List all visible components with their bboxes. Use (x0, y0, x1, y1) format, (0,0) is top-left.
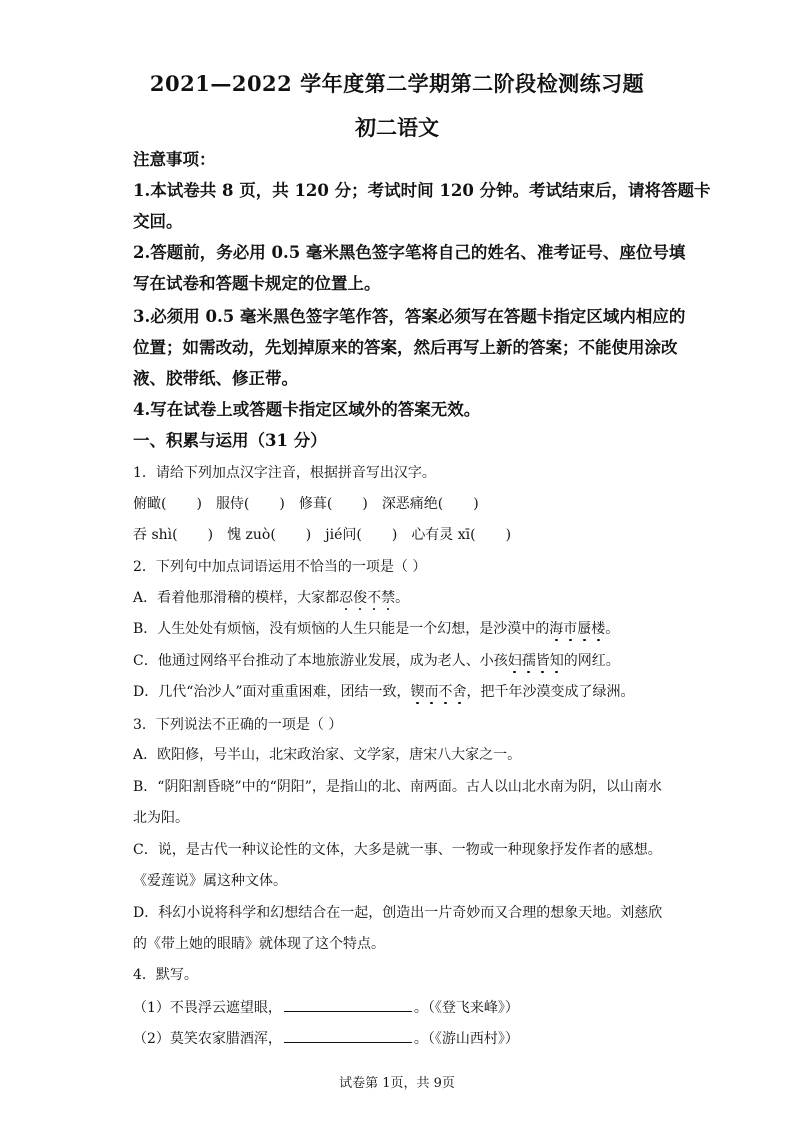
q1-paren-close: ) (473, 496, 479, 512)
q1-paren-close: ) (391, 527, 398, 543)
q1-pinyin-1: 吞 shì( (133, 527, 178, 543)
q3-option-b-line-1: B．“阴阳割昏晓”中的“阴阳”，是指山的北、南两面。古人以山北水南为阴，以山南水 (133, 779, 662, 795)
q4-item-1-text: （1）不畏浮云遮望眼， (133, 1000, 282, 1016)
emphasis-dotted-char: 蜃 (577, 621, 592, 637)
q2-a-text: A．看着他那滑稽的模样，大家都 (133, 590, 340, 606)
note-3-line-2: 位置；如需改动，先划掉原来的答案，然后再写上新的答案；不能使用涂改 (133, 338, 678, 357)
q3-option-b-line-2: 北为阳。 (133, 810, 189, 826)
emphasis-dotted-char: 忍 (339, 590, 354, 606)
emphasis-dotted-char: 市 (563, 621, 578, 637)
note-1-line-1: 1.本试卷共 8 页，共 120 分；考试时间 120 分钟。考试结束后，请将答题卡 (133, 181, 711, 200)
q2-c-text: C．他通过网络平台推动了本地旅游业发展，成为老人、小孩 (133, 653, 508, 669)
q1-row-1 (133, 497, 479, 511)
note-2-line-2: 写在试卷和答题卡规定的位置上。 (133, 274, 381, 293)
q1-paren-close: ) (362, 496, 368, 512)
q2-option-c (133, 654, 620, 668)
q4-item-1-source: 。（《登飞来峰》） (413, 1000, 519, 1016)
note-1-line-2: 交回。 (133, 212, 183, 231)
section-1-heading: 一、积累与运用（31 分） (133, 431, 327, 450)
q2-a-marked-word (339, 590, 395, 606)
q3-option-c-line-1: C．说，是古代一种议论性的文体，大多是就一事、一物或一种现象抒发作者的感想。 (133, 842, 662, 858)
q2-b-text: B．人生处处有烦恼，没有烦恼的人生只能是一个幻想，是沙漠中的 (133, 621, 550, 637)
q4-stem: 4．默写。 (133, 967, 198, 983)
q3-option-c-line-2: 《爱莲说》属这种文体。 (133, 873, 287, 889)
notes-heading: 注意事项： (133, 150, 216, 169)
emphasis-dotted-char: 海 (549, 621, 564, 637)
emphasis-dotted-char: 俊 (353, 590, 368, 606)
emphasis-dotted-char: 锲 (410, 684, 425, 700)
emphasis-dotted-char: 禁 (381, 590, 396, 606)
q3-option-d-line-1: D．科幻小说将科学和幻想结合在一起，创造出一片奇妙而又合理的想象天地。刘慈欣 (133, 905, 663, 921)
emphasis-dotted-char: 舍 (452, 684, 467, 700)
q2-c-marked-word (508, 653, 564, 669)
exam-subject: 初二语文 (355, 115, 439, 140)
q1-word-1: 俯瞰( (133, 496, 167, 512)
q2-a-end: 。 (395, 590, 410, 606)
q2-d-marked-word (411, 684, 467, 700)
q1-row-2 (133, 528, 511, 542)
q2-option-b (133, 622, 619, 636)
emphasis-dotted-char: 知 (549, 653, 564, 669)
q3-option-d-line-2: 的《带上她的眼睛》就体现了这个特点。 (133, 936, 385, 952)
page-footer: 试卷第 1页，共 9页 (339, 1076, 455, 1091)
note-4: 4.写在试卷上或答题卡指定区域外的答案无效。 (133, 400, 481, 419)
q4-item-2-source: 。（《游山西村》） (413, 1031, 519, 1047)
q2-option-d (133, 685, 635, 699)
q1-word-3: 修葺( (298, 496, 333, 512)
q1-paren-close: ) (207, 527, 214, 543)
q1-paren-close: ) (279, 496, 285, 512)
emphasis-dotted-char: 孺 (521, 653, 536, 669)
emphasis-dotted-char: 不 (438, 684, 453, 700)
q3-stem: 3．下列说法不正确的一项是（ ） (133, 717, 343, 733)
emphasis-dotted-char: 妇 (507, 653, 522, 669)
answer-blank[interactable] (284, 1030, 412, 1043)
q4-item-2-text: （2）莫笑农家腊酒浑， (133, 1031, 282, 1047)
q1-pinyin-3: jié问( (325, 527, 362, 543)
q1-paren-close: ) (305, 527, 312, 543)
q4-item-2 (133, 1030, 519, 1046)
q1-word-2: 服侍( (215, 496, 250, 512)
q1-word-4: 深恶痛绝( (381, 496, 444, 512)
emphasis-dotted-char: 皆 (535, 653, 550, 669)
q3-option-a: A．欧阳修，号半山，北宋政治家、文学家，唐宋八大家之一。 (133, 747, 522, 763)
q2-b-end: 。 (605, 621, 620, 637)
q1-pinyin-4: 心有灵 xī( (411, 527, 476, 543)
q1-paren-close: ) (196, 496, 202, 512)
q1-paren-close: ) (505, 527, 512, 543)
note-3-line-1: 3.必须用 0.5 毫米黑色签字笔作答，答案必须写在答题卡指定区域内相应的 (133, 307, 686, 326)
q2-c-end: 的网红。 (563, 653, 620, 669)
q2-option-a (133, 591, 409, 605)
q2-d-text: D．几代“治沙人”面对重重困难，团结一致， (133, 684, 411, 700)
answer-blank[interactable] (284, 999, 412, 1012)
exam-title: 2021—2022 学年度第二学期第二阶段检测练习题 (149, 71, 645, 96)
q2-b-marked-word (549, 621, 605, 637)
q1-pinyin-2: 愧 zuò( (227, 527, 276, 543)
emphasis-dotted-char: 楼 (591, 621, 606, 637)
note-2-line-1: 2.答题前，务必用 0.5 毫米黑色签字笔将自己的姓名、准考证号、座位号填 (133, 243, 686, 262)
q4-item-1 (133, 999, 519, 1015)
emphasis-dotted-char: 而 (424, 684, 439, 700)
q2-stem: 2．下列句中加点词语运用不恰当的一项是（ ） (133, 559, 427, 575)
emphasis-dotted-char: 不 (367, 590, 382, 606)
q2-d-end: ，把千年沙漠变成了绿洲。 (466, 684, 635, 700)
q1-stem: 1．请给下列加点汉字注音，根据拼音写出汉字。 (133, 465, 436, 481)
note-3-line-3: 液、胶带纸、修正带。 (133, 369, 298, 388)
